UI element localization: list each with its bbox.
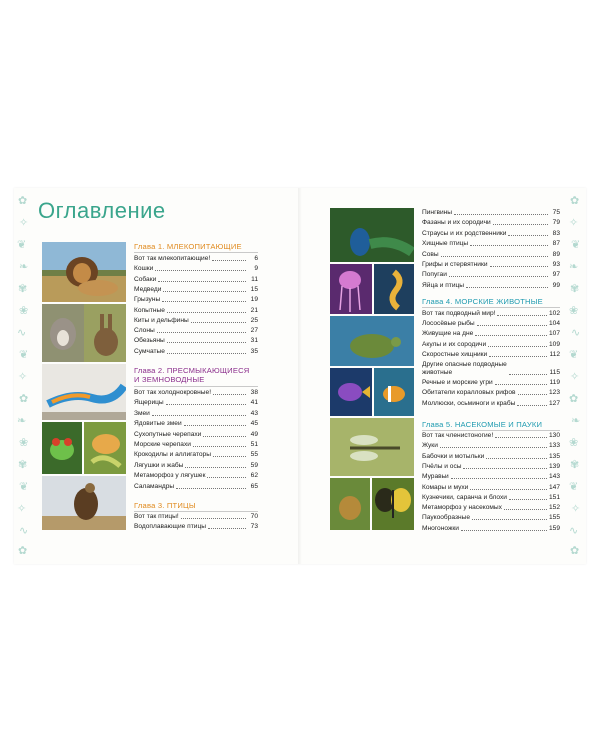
toc-entry[interactable] [134,523,258,531]
toc-entry-page: 143 [548,473,560,481]
toc-entry-title: Вот так птицы! [134,513,179,520]
toc-entry-title: Лососёвые рыбы [422,320,475,328]
toc-entry-page: 75 [552,209,560,216]
turtle-icon: ✿ [569,393,579,405]
toc-entry-page: 51 [250,441,258,448]
coral-fish-photo [374,368,414,416]
toc-entry-page: 38 [250,389,258,396]
toc-entry[interactable] [422,282,560,290]
toc-entry-page: 59 [250,461,258,469]
lizard-icon: ❧ [569,261,579,273]
chapter-3-heading[interactable]: Глава 3. ПТИЦЫ [134,501,196,510]
dot-leader [518,394,547,395]
toc-entry[interactable] [422,261,560,269]
toc-entry-title-line1: Другие опасные подводные [422,361,507,368]
toc-entry[interactable] [134,410,258,418]
toc-entry-title: Попугаи [422,271,447,279]
toc-entry-page: 151 [548,493,560,501]
bird-icon: ✧ [18,371,28,383]
frog-photo [42,422,82,474]
dot-leader [158,281,246,282]
toc-entry[interactable] [422,389,560,397]
toc-entry-title: Фазаны и их сородичи [422,219,491,227]
dot-leader [449,276,548,277]
toc-entry-title: Грызуны [134,296,161,304]
right-decorative-border [564,188,586,564]
toc-entry-title: Вот так холоднокровные! [134,389,212,396]
toc-entry-title: Речные и морские угри [422,379,493,387]
dragonfly-photo [330,418,414,476]
leaf-icon: ❦ [569,481,579,493]
toc-entry[interactable] [134,441,258,449]
toc-entry-title: Грифы и стервятники [422,261,488,268]
toc-entry-page: 109 [548,340,560,348]
bug-icon: ❀ [19,305,29,317]
divider [134,386,258,387]
toc-entry-title: Совы [422,250,439,258]
toc-entry[interactable] [422,361,560,377]
dot-leader [466,287,548,288]
toc-entry[interactable] [422,310,560,318]
toc-entry-title: Бабочки и мотыльки [422,452,485,460]
toc-entry[interactable] [134,307,258,315]
toc-entry-page: 87 [552,240,560,248]
toc-entry[interactable] [422,209,560,217]
toc-entry[interactable] [422,400,560,408]
chapter-2-heading-line2: И ЗЕМНОВОДНЫЕ [134,375,205,384]
toc-entry[interactable] [134,451,258,459]
toc-entry[interactable] [134,265,258,273]
toc-entry-title: Морские черепахи [134,441,191,448]
toc-entry[interactable] [422,320,560,328]
toc-entry[interactable] [134,483,258,491]
toc-entry[interactable] [422,230,560,238]
toc-entry-title: Акулы и их сородичи [422,340,487,348]
toc-entry-page: 49 [250,430,258,438]
toc-entry-page: 107 [548,330,560,338]
bird-icon: ✧ [19,217,29,229]
toc-entry[interactable] [134,296,258,304]
toc-entry-page: 99 [552,281,560,289]
chapter-2-heading-line1: Глава 2. ПРЕСМЫКАЮЩИЕСЯ [134,366,250,375]
dot-leader [162,301,246,302]
toc-entry-title: Хищные птицы [422,240,469,248]
fish-icon: ❧ [571,415,581,427]
frog-icon: ✾ [570,283,580,295]
dot-leader [184,425,246,426]
divider [422,430,560,431]
toc-entry-page: 93 [552,261,560,268]
toc-entry-page: 27 [250,327,258,335]
toc-entry-page: 21 [250,306,258,314]
toc-entry-title: Копытные [134,306,165,314]
toc-entry-page: 45 [250,420,258,428]
paw-icon: ✿ [18,545,28,557]
toc-entry-page: 31 [250,337,258,345]
fish-icon: ❦ [17,239,27,251]
peacock-photo [330,208,414,262]
dot-leader [497,315,547,316]
left-decorative-border [14,188,36,564]
toc-entry[interactable] [422,251,560,259]
dot-leader [508,235,548,236]
toc-entry[interactable] [134,317,258,325]
toc-entry-page: 102 [548,310,560,317]
bird-icon: ✧ [17,503,27,515]
toc-entry-page: 83 [552,229,560,237]
toc-entry-title: Водоплавающие птицы [134,523,206,531]
dot-leader [470,489,547,490]
toc-entry-title: Многоножки [422,524,459,532]
paw-icon: ✿ [570,545,580,557]
toc-entry-title: Ящерицы [134,399,164,407]
toc-entry[interactable] [422,525,560,533]
toc-entry[interactable] [422,453,560,461]
toc-entry-page: 112 [549,350,560,358]
toc-entry[interactable] [134,286,258,294]
dot-leader [490,266,548,267]
toc-entry-page: 130 [548,432,560,439]
toc-entry-page: 79 [552,219,560,227]
dot-leader [207,477,246,478]
dot-leader [509,499,547,500]
toc-entry-page: 147 [548,483,560,491]
dot-leader [495,437,547,438]
dot-leader [152,415,246,416]
turtle-icon: ✿ [19,393,29,405]
toc-entry-page: 65 [250,482,258,490]
toc-entry-title: Вот так членистоногие! [422,432,494,439]
wolf-hare-photo [42,304,126,362]
dot-leader [477,325,547,326]
toc-entry[interactable] [134,399,258,407]
toc-entry-title: Живущие на дне [422,330,474,338]
toc-entry-title: Сухопутные черепахи [134,430,202,438]
divider [134,252,258,253]
dot-leader [441,256,548,257]
toc-entry-title: Лягушки и жабы [134,461,184,469]
toc-entry-page: 73 [250,523,258,531]
toc-entry-page: 70 [250,513,258,520]
divider [134,511,258,512]
toc-entry[interactable] [134,255,258,263]
toc-entry-page: 15 [250,285,258,293]
dot-leader [155,270,246,271]
lizard-photo [42,364,126,420]
leaf-icon: ❦ [19,481,29,493]
toc-entry-title: Сумчатые [134,347,165,355]
seahorse-photo [374,264,414,314]
snake-icon: ∿ [571,327,581,339]
frog-icon: ✾ [18,283,28,295]
dot-leader [475,335,547,336]
dot-leader [176,488,246,489]
snake-icon: ∿ [569,525,579,537]
toc-entry[interactable] [134,420,258,428]
eagle-photo [42,476,126,530]
toc-entry-page: 104 [548,320,560,328]
toc-entry[interactable] [134,276,258,284]
toc-entry-page: 41 [250,399,258,407]
dot-leader [193,446,246,447]
snake-icon: ∿ [19,525,29,537]
toc-entry-page: 135 [548,452,560,460]
toc-entry[interactable] [134,327,258,335]
dot-leader [509,374,548,375]
toc-entry-title: Яйца и птицы [422,281,465,289]
bug-icon: ❀ [569,437,579,449]
chapter-5-heading[interactable]: Глава 5. НАСЕКОМЫЕ И ПАУКИ [422,420,543,429]
snake-icon: ∿ [17,327,27,339]
toc-entry-title: Ядовитые змеи [134,420,182,428]
dot-leader [181,518,246,519]
toc-entry[interactable] [422,219,560,227]
dot-leader [454,214,548,215]
dot-leader [203,436,246,437]
fish-icon: ❧ [17,415,27,427]
toc-entry-title: Медведи [134,285,162,293]
dot-leader [451,478,547,479]
dot-leader [504,509,547,510]
paw-icon: ✾ [18,459,28,471]
dot-leader [495,384,548,385]
chapter-4-heading[interactable]: Глава 4. МОРСКИЕ ЖИВОТНЫЕ [422,297,543,306]
toc-entry[interactable] [422,442,560,450]
toc-entry-title: Пчёлы и осы [422,462,462,470]
toc-entry-page: 123 [548,389,560,397]
dot-leader [167,353,246,354]
toc-entry-title: Жуки [422,442,438,450]
paw-icon: ✿ [18,195,28,207]
toc-entry-title: Слоны [134,327,155,335]
chapter-1-heading[interactable]: Глава 1. МЛЕКОПИТАЮЩИЕ [134,242,242,251]
toc-entry[interactable] [422,330,560,338]
toc-entry-page: 35 [250,347,258,355]
toc-entry-page: 159 [548,524,560,532]
dot-leader [472,519,547,520]
toc-entry[interactable] [422,463,560,471]
toc-entry-title: Змеи [134,409,150,417]
toc-entry-page: 25 [250,316,258,324]
toc-entry-page: 119 [549,379,560,387]
toc-entry[interactable] [422,351,560,359]
toc-entry-title: Страусы и их родственники [422,229,507,237]
dot-leader [163,291,246,292]
toc-entry-page: 6 [254,255,258,262]
toc-entry[interactable] [422,514,560,522]
toc-entry[interactable] [422,484,560,492]
dot-leader [488,346,547,347]
frog-insect-photo [330,478,370,530]
toc-entry[interactable] [134,337,258,345]
toc-entry[interactable] [134,462,258,470]
chapter-2-heading[interactable] [134,366,249,384]
toc-entry-title: Крокодилы и аллигаторы [134,451,211,459]
toc-entry-page: 89 [552,250,560,258]
toc-entry-title: Обезьяны [134,337,165,345]
toc-entry-title: Обитатели коралловых рифов [422,389,516,397]
page-title: Оглавление [38,198,166,223]
bug-icon: ❀ [19,437,29,449]
dot-leader [517,405,547,406]
toc-entry-page: 9 [254,265,258,273]
toc-entry-page: 11 [251,275,258,283]
toc-entry[interactable] [134,389,258,397]
dot-leader [212,260,246,261]
toc-entry-title: Скоростные хищники [422,350,488,358]
toc-entry-title [422,361,507,377]
dot-leader [166,404,246,405]
fish-icon: ❦ [571,239,581,251]
toc-entry-page: 155 [548,514,560,522]
bird-icon: ✧ [571,503,581,515]
toc-entry-page: 133 [548,442,560,450]
toc-entry-title: Вот так млекопитающие! [134,255,211,262]
toc-entry[interactable] [422,379,560,387]
dot-leader [470,245,548,246]
leaf-icon: ❦ [19,349,29,361]
dot-leader [157,332,246,333]
dot-leader [461,530,547,531]
dot-leader [208,528,246,529]
leaf-icon: ❦ [569,349,579,361]
toc-entry-page: 139 [548,462,560,470]
toc-entry-title: Метаморфоз у насекомых [422,504,502,512]
dot-leader [185,467,246,468]
book-gutter [298,188,302,564]
toc-entry-title: Метаморфоз у лягушек [134,472,206,480]
bird-icon: ✧ [570,371,580,383]
toc-entry-title: Паукообразные [422,514,471,522]
toc-entry-title: Вот так подводный мир! [422,310,496,317]
divider [422,307,560,308]
toc-entry-page: 62 [250,472,258,480]
toc-entry[interactable] [422,240,560,248]
toc-entry-title: Киты и дельфины [134,316,189,324]
lion-photo [42,242,126,302]
toc-entry-page: 127 [548,399,560,407]
dot-leader [440,447,547,448]
dot-leader [213,394,246,395]
toc-entry-title: Комары и мухи [422,483,469,491]
toc-entry-title: Собаки [134,275,157,283]
butterfly-photo [372,478,414,530]
toc-entry[interactable] [422,473,560,481]
dot-leader [463,468,547,469]
dot-leader [167,312,246,313]
toc-entry[interactable] [422,494,560,502]
chameleon-photo [84,422,126,474]
toc-entry-page: 43 [250,409,258,417]
toc-entry[interactable] [422,271,560,279]
toc-entry[interactable] [134,513,258,521]
dot-leader [489,356,547,357]
dot-leader [213,456,246,457]
jellyfish-photo [330,264,372,314]
paw-icon: ✿ [570,195,580,207]
toc-entry-page: 97 [552,271,560,279]
toc-entry-title: Моллюски, осьминоги и крабы [422,399,516,407]
toc-entry[interactable] [422,432,560,440]
toc-entry-title: Муравьи [422,473,449,481]
toc-entry-title: Пингвины [422,209,453,216]
fish-photo [330,368,372,416]
toc-entry-page: 55 [250,451,258,459]
toc-entry-page: 19 [250,296,258,304]
dot-leader [493,224,548,225]
dot-leader [167,342,246,343]
bird-icon: ✧ [569,217,579,229]
toc-entry-page: 115 [549,369,560,376]
turtle-photo [330,316,414,366]
toc-entry[interactable] [422,341,560,349]
bug-icon: ❀ [569,305,579,317]
toc-entry[interactable] [134,431,258,439]
toc-entry-page: 152 [548,504,560,512]
paw-icon: ✾ [570,459,580,471]
toc-entry[interactable] [134,348,258,356]
lizard-icon: ❧ [19,261,29,273]
toc-entry[interactable] [422,504,560,512]
toc-entry[interactable] [134,472,258,480]
toc-entry-title-line2: животные [422,369,453,376]
dot-leader [486,458,547,459]
dot-leader [191,322,246,323]
toc-entry-title: Саламандры [134,482,175,490]
toc-entry-title: Кузнечики, саранча и блохи [422,493,507,501]
toc-entry-title: Кошки [134,265,154,273]
